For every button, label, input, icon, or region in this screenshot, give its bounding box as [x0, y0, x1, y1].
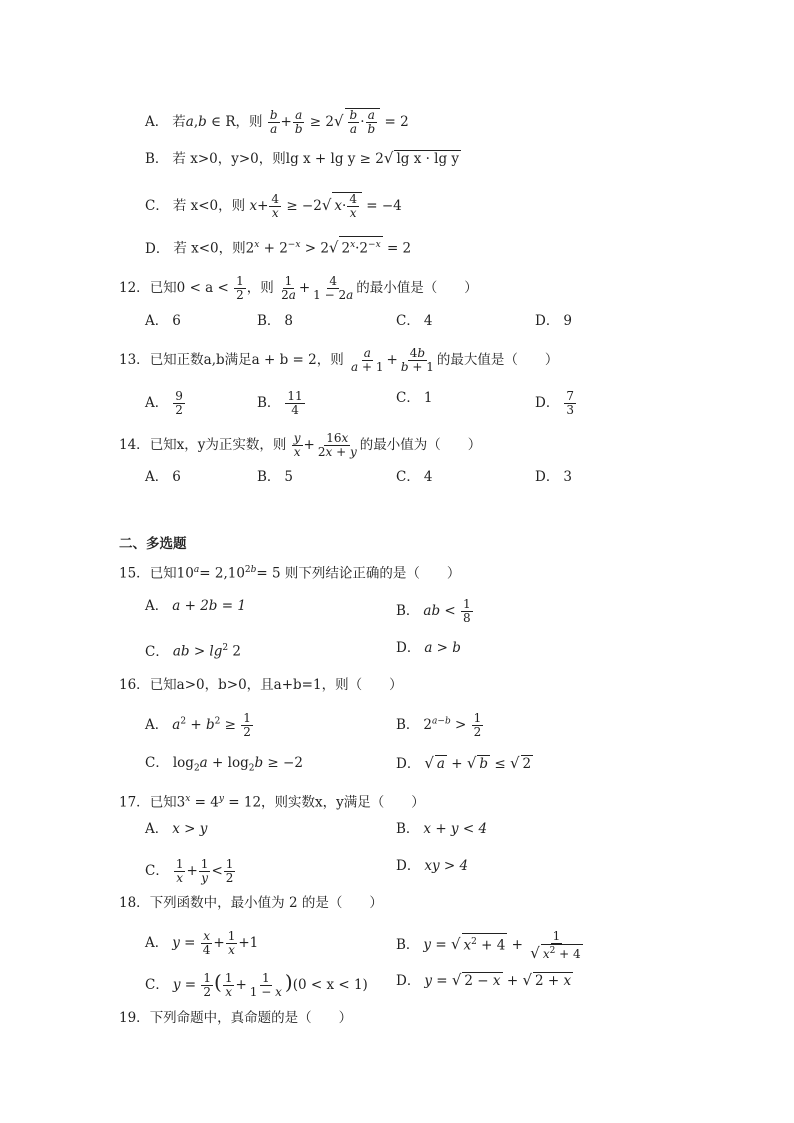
- q11-b-radicand: lg x · lg y: [396, 151, 460, 167]
- q13-option-d: [535, 390, 577, 417]
- option-label: A．: [145, 114, 169, 130]
- q18-stem: [119, 895, 383, 911]
- option-label: D．: [535, 313, 560, 329]
- q14-option-c: [396, 469, 432, 485]
- q14-post: 的最小值为（ ）: [359, 437, 482, 453]
- q19-text: 下列命题中，真命题的是（ ）: [149, 1010, 353, 1026]
- option-label: D．: [535, 469, 560, 485]
- option-text: 8: [284, 313, 294, 329]
- option-label: D．: [396, 973, 421, 989]
- q19-stem: [119, 1010, 352, 1026]
- option-text: 3: [563, 469, 572, 485]
- fraction-denominator: 3: [566, 403, 574, 417]
- q12-option-c: [396, 313, 432, 329]
- option-text: xy > 4: [424, 858, 469, 874]
- q18-option-d: D． y = √ 2 − x + √ 2 + x: [396, 971, 572, 989]
- option-label: B．: [257, 313, 281, 329]
- q15-post: = 5 则下列结论正确的是（ ）: [256, 565, 461, 582]
- q13-option-b: [257, 390, 306, 417]
- q16-option-b: B． $2^{a-b}$ > $\frac{1}{2}$: [396, 711, 482, 739]
- option-label: C．: [145, 977, 169, 993]
- q16-stem: [119, 677, 403, 693]
- q12-pre: 已知0 < a <: [149, 280, 229, 296]
- q14-pre: 已知x，y为正实数，则: [149, 437, 287, 453]
- option-text: a + 2b = 1: [172, 598, 246, 614]
- option-text: a > b: [424, 640, 461, 656]
- question-number: 17．: [119, 794, 150, 811]
- question-number: 16．: [119, 677, 150, 693]
- q18-option-c: C． y = $\frac{1}{2}$ ( $\frac{1}{x}$ + $\frac{1}{1 - x}$ )(0 < x < 1): [145, 970, 368, 999]
- question-number: 19．: [119, 1010, 150, 1026]
- question-number: 12．: [119, 280, 150, 296]
- option-text: ≤: [494, 756, 506, 772]
- q11-d-pre: 若 x<0，则2: [173, 240, 255, 257]
- q11-option-d: D． 若 x<0，则$2^x + 2^{-x} > 2√$ $2^x\cdot 2^{-x} = 2$: [145, 236, 411, 257]
- option-label: C．: [396, 313, 420, 329]
- option-label: C．: [396, 469, 420, 485]
- q14-option-b: [257, 469, 293, 485]
- option-text: y =: [424, 973, 448, 989]
- q17-stem: 17．已知$3^x = 4^y = 12$，则实数x，y满足（ ）: [119, 794, 425, 811]
- option-label: A．: [145, 598, 169, 614]
- q16-option-a: A． $a^2 + b^2$ ≥ $\frac{1}{2}$: [145, 711, 251, 739]
- q17-option-c: C． $\frac{1}{x}$ + $\frac{1}{y}$ < $\frac{1}{2}$: [145, 857, 234, 885]
- q14-option-a: [145, 469, 181, 485]
- option-text: 9: [563, 313, 572, 329]
- q13-pre: 已知正数a,b满足a + b = 2，则: [149, 352, 344, 368]
- option-label: B．: [257, 395, 281, 411]
- option-label: A．: [145, 821, 169, 837]
- option-text: y =: [172, 935, 196, 951]
- option-label: D．: [396, 756, 421, 772]
- option-label: C．: [145, 643, 169, 660]
- option-label: C．: [145, 198, 169, 214]
- q11-option-a: A． 若a,b ∈ R，则 $\frac{b}{a}$ + $\frac{a}{b}$ ≥ 2√ $\frac{b}{a}$ · $\frac{a}{b}$ = 2: [145, 108, 409, 136]
- option-text: (0 < x < 1): [292, 977, 368, 993]
- option-text: 6: [172, 313, 181, 329]
- option-text: 1: [423, 390, 433, 406]
- q13-option-a: [145, 390, 186, 417]
- option-text: 2: [423, 717, 433, 733]
- fraction-numerator: 9: [175, 389, 183, 403]
- q13-option-c: [396, 390, 432, 406]
- option-text: y =: [172, 977, 197, 993]
- q12-option-b: [257, 313, 293, 329]
- option-text: 4: [423, 469, 433, 485]
- option-text: ab <: [423, 603, 456, 619]
- option-label: C．: [145, 863, 169, 879]
- q12-post: 的最小值是（ ）: [356, 280, 478, 296]
- option-label: C．: [396, 390, 420, 406]
- option-label: B．: [396, 603, 420, 619]
- q16-text: 已知a>0，b>0，且a+b=1，则（ ）: [149, 677, 403, 693]
- option-label: D．: [145, 240, 170, 257]
- q17-option-b: [396, 821, 487, 837]
- option-label: D．: [396, 640, 421, 656]
- q17-pre: 已知3: [149, 794, 186, 811]
- section-heading: 二、多选题: [119, 536, 187, 552]
- q15-option-d: [396, 640, 461, 656]
- option-label: A．: [145, 313, 169, 329]
- option-label: B．: [396, 821, 420, 837]
- q14-option-d: [535, 469, 572, 485]
- option-text: ≥ −2: [267, 755, 303, 771]
- q12-option-a: [145, 313, 181, 329]
- fraction-denominator: 4: [291, 403, 299, 417]
- q15-option-b: B． ab < $\frac{1}{8}$: [396, 597, 471, 625]
- option-label: D．: [535, 395, 560, 411]
- q15-mid: = 2,10: [199, 565, 245, 582]
- option-label: B．: [396, 717, 420, 733]
- option-label: B．: [145, 151, 169, 167]
- q17-mid: = 4: [194, 794, 219, 811]
- q12-stem: 12．已知0 < a < $\frac{1}{2}$ ，则 $\frac{1}{2a}$ + $\frac{4}{1 - 2a}$ 的最小值是（ ）: [119, 274, 478, 302]
- q13-stem: 13．已知正数a,b满足a + b = 2，则 $\frac{a}{a + 1}$ + $\frac{4b}{b + 1}$ 的最大值是（ ）: [119, 346, 559, 374]
- q15-pre: 已知10: [149, 565, 194, 582]
- q12-mid: ，则: [246, 280, 274, 296]
- q18-text: 下列函数中，最小值为 2 的是（ ）: [149, 895, 383, 911]
- q14-stem: 14．已知x，y为正实数，则 $\frac{y}{x}$ + $\frac{16x}{2x + y}$ 的最小值为（ ）: [119, 431, 482, 459]
- q17-post: = 12，则实数x，y满足（ ）: [228, 794, 425, 811]
- q13-post: 的最大值是（ ）: [436, 352, 559, 368]
- q11-c-end: = −4: [366, 198, 402, 214]
- option-text: 6: [172, 469, 181, 485]
- option-text: log: [172, 755, 194, 771]
- option-text: x > y: [172, 821, 208, 837]
- q16-option-d: D． √ a + √ b ≤ √ 2: [396, 754, 532, 772]
- option-label: C．: [145, 755, 169, 771]
- option-label: A．: [145, 717, 169, 733]
- q17-option-d: [396, 858, 468, 874]
- q11-b-text: 若 x>0，y>0，则lg x + lg y ≥ 2: [172, 151, 384, 167]
- question-number: 18．: [119, 895, 150, 911]
- q11-option-c: C． 若 x<0，则 x+ $\frac{4}{x}$ ≥ −2√ x· $\frac{4}{x}$ = −4: [145, 192, 402, 220]
- q11-d-end: = 2: [386, 240, 412, 257]
- option-text: 2: [232, 643, 242, 660]
- option-label: D．: [396, 858, 421, 874]
- q11-c-pre: 若 x<0，则: [172, 198, 246, 214]
- question-number: 13．: [119, 352, 150, 368]
- fraction-denominator: 2: [175, 403, 183, 417]
- q11-a-pre: 若: [172, 114, 186, 130]
- option-label: A．: [145, 395, 169, 411]
- question-number: 15．: [119, 565, 150, 582]
- q18-option-a: A． y = $\frac{x}{4}$ + $\frac{1}{x}$ +1: [145, 929, 259, 957]
- q15-option-c: C． ab > $\lg^2 2$: [145, 643, 242, 660]
- option-label: A．: [145, 935, 169, 951]
- q17-option-a: [145, 821, 207, 837]
- option-label: B．: [257, 469, 281, 485]
- option-text: 4: [423, 313, 433, 329]
- q11-a-end: = 2: [384, 114, 409, 130]
- option-text: 5: [284, 469, 294, 485]
- option-label: B．: [396, 937, 420, 953]
- fraction-numerator: 11: [287, 389, 303, 403]
- fraction-numerator: 7: [566, 389, 574, 403]
- q15-option-a: [145, 598, 246, 614]
- option-label: A．: [145, 469, 169, 485]
- option-text: x + y < 4: [423, 821, 488, 837]
- q15-stem: 15．已知$10^a= 2,10^{2b}= 5$ 则下列结论正确的是（ ）: [119, 565, 461, 582]
- option-text: ab > lg: [172, 643, 223, 660]
- q11-option-b: B． 若 x>0，y>0，则lg x + lg y ≥ 2√ lg x · lg y: [145, 149, 460, 167]
- question-number: 14．: [119, 437, 150, 453]
- q12-option-d: [535, 313, 572, 329]
- q16-option-c: C． $\log_2a + \log_2b \ge -2$: [145, 755, 303, 774]
- option-text: a: [172, 717, 181, 733]
- q11-a-mid: ，则: [235, 114, 263, 130]
- q18-option-b: B． y = √ $x^2 + 4$ + $\frac{1}{√ x^2 + 4}$: [396, 929, 581, 962]
